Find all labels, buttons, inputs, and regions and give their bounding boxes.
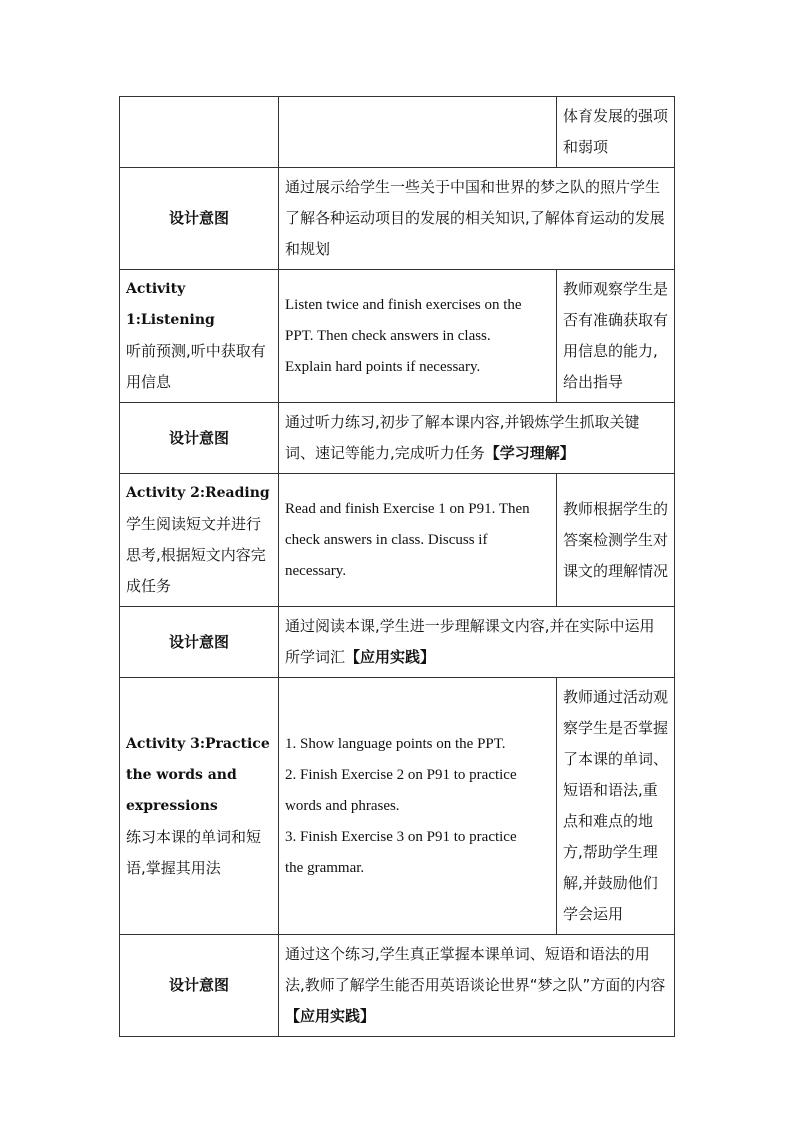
design-intent-text: 通过听力练习,初步了解本课内容,并锻炼学生抓取关键词、速记等能力,完成听力任务 [285,413,640,462]
activity-subtitle: 听前预测,听中获取有用信息 [126,342,266,391]
design-intent-tag: 【应用实践】 [345,648,436,666]
procedure-line: necessary. [285,562,347,579]
procedure-line: Explain hard points if necessary. [285,358,481,375]
activity-title: Activity 1:Listening [126,281,215,328]
procedure-line: Read and finish Exercise 1 on P91. Then [285,500,530,517]
teacher-note-cell: 教师观察学生是否有准确获取有用信息的能力,给出指导 [557,270,675,403]
activity-subtitle: 练习本课的单词和短语,掌握其用法 [126,827,262,877]
activity-cell [120,678,279,935]
empty-cell [120,97,279,168]
table-row [120,678,675,935]
table-row [120,935,675,1037]
activity-title: Activity 2:Reading [126,485,270,501]
table-row [120,97,675,168]
table-row [120,270,675,403]
procedure-line: 2. Finish Exercise 2 on P91 to practice [285,766,517,783]
design-intent-text: 通过展示给学生一些关于中国和世界的梦之队的照片学生了解各种运动项目的发展的相关知识,了解体育运动的发展和规划 [279,168,675,270]
lesson-plan-table [119,96,675,1037]
procedure-line: check answers in class. Discuss if [285,531,488,548]
design-intent-label: 设计意图 [120,935,279,1037]
design-intent-tag: 【学习理解】 [484,444,575,462]
design-intent-tag: 【应用实践】 [285,1007,376,1025]
design-intent-label: 设计意图 [120,403,279,474]
procedure-line: PPT. Then check answers in class. [285,327,491,344]
procedure-cell [279,270,557,403]
empty-cell [279,97,557,168]
design-intent-text-cell [279,935,675,1037]
design-intent-label: 设计意图 [120,607,279,678]
procedure-line: words and phrases. [285,797,400,814]
table-row [120,168,675,270]
procedure-line: the grammar. [285,859,365,876]
table-row [120,607,675,678]
design-intent-text-cell [279,403,675,474]
design-intent-text: 通过这个练习,学生真正掌握本课单词、短语和语法的用法,教师了解学生能否用英语谈论世界“梦之队”方面的内容 [285,945,666,994]
teacher-note-cell: 教师通过活动观察学生是否掌握了本课的单词、短语和语法,重点和难点的地方,帮助学生理解,并鼓励他们学会运用 [557,678,675,935]
activity-cell [120,474,279,607]
procedure-cell [279,474,557,607]
design-intent-label: 设计意图 [120,168,279,270]
design-intent-text-cell [279,607,675,678]
activity-cell [120,270,279,403]
teacher-note-cell: 体育发展的强项和弱项 [557,97,675,168]
procedure-line: 3. Finish Exercise 3 on P91 to practice [285,828,517,845]
procedure-line: Listen twice and finish exercises on the [285,296,522,313]
procedure-cell [279,678,557,935]
procedure-line: 1. Show language points on the PPT. [285,735,506,752]
activity-title: Activity 3:Practice the words and expressions [126,735,270,814]
activity-subtitle: 学生阅读短文并进行思考,根据短文内容完成任务 [126,515,266,595]
table-row [120,403,675,474]
teacher-note-cell: 教师根据学生的答案检测学生对课文的理解情况 [557,474,675,607]
design-intent-text: 通过阅读本课,学生进一步理解课文内容,并在实际中运用所学词汇 [285,617,655,666]
table-row [120,474,675,607]
